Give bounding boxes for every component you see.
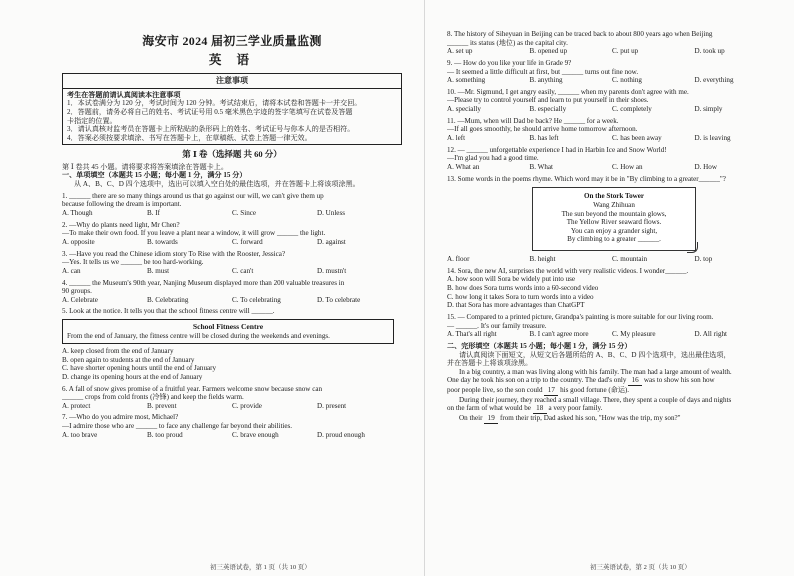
- option: A. how soon will Sora be widely put into use: [447, 275, 576, 284]
- question-14: [447, 267, 777, 310]
- question-stem: 2. —Why do plants need light, Mr Chen?: [62, 220, 180, 229]
- notice-item: 卡指定的位置。: [67, 116, 117, 125]
- page-divider: [424, 0, 425, 576]
- question-1: [62, 192, 402, 218]
- option: C. has been away: [612, 134, 662, 143]
- option: B. If: [147, 209, 161, 218]
- option: C. forward: [232, 237, 263, 246]
- question-stem: — ______. It's our family treasure.: [447, 321, 547, 330]
- part1-heading: 第 Ⅰ 卷（选择题 共 60 分）: [182, 149, 282, 160]
- option: D. All right: [694, 330, 728, 339]
- question-stem: 1. ______ there are so many things around us that go against our will, we can't give them up: [62, 191, 324, 200]
- option: A. Celebrate: [62, 295, 98, 304]
- notice-item: 3．请认真核对监考员在答题卡上所粘贴的条形码上的姓名、考试证号与你本人的是否相符。: [67, 125, 355, 134]
- exam-title: 海安市 2024 届初三学业质量监测: [142, 34, 322, 48]
- option: A. keep closed from the end of January: [62, 346, 174, 355]
- right-column: [447, 8, 777, 560]
- option: A. floor: [447, 255, 470, 264]
- option: C. put up: [612, 47, 639, 56]
- option: B. What: [529, 162, 554, 171]
- option: B. anything: [529, 76, 563, 85]
- blank-17: 17: [544, 386, 558, 396]
- question-11: [447, 117, 777, 143]
- question-7: [62, 413, 402, 439]
- poem-scroll: [532, 187, 696, 251]
- passage-text: One day he took his son on a trip to the country. The dad's only: [447, 376, 629, 385]
- question-stem: 13. Some words in the poems rhyme. Which word may it be in "By climbing to a greater______"?: [447, 174, 726, 183]
- passage-text: poor people live, so the son could: [447, 386, 545, 395]
- cloze-section: [447, 342, 777, 424]
- option: C. Since: [232, 209, 257, 218]
- question-15: [447, 313, 777, 339]
- footer-left: 初三英语试卷，第 1 页（共 10 页）: [210, 564, 311, 572]
- option: D. change its opening hours at the end of January: [62, 372, 203, 381]
- option: C. completely: [612, 105, 652, 114]
- options: [447, 105, 777, 114]
- option: B. too proud: [147, 430, 183, 439]
- option: D. To celebrate: [317, 295, 361, 304]
- question-4: [62, 279, 402, 305]
- notice-box: [62, 73, 402, 146]
- question-8: [447, 30, 777, 56]
- question-stem: 90 groups.: [62, 287, 92, 296]
- question-stem: 4. ______ the Museum's 90th year, Nanjing Museum displayed more than 200 valuable treasures in: [62, 278, 345, 287]
- poem-line: By climbing to a greater ______.: [567, 235, 661, 244]
- option: C. mountain: [612, 255, 648, 264]
- subject-title: 英 语: [208, 52, 256, 67]
- poem-line: The Yellow River seaward flows.: [566, 218, 662, 227]
- passage-text: from their trip, Dad asked his son, "How was the trip, my son?": [498, 413, 681, 422]
- question-stem: —If all goes smoothly, he should arrive home tomorrow afternoon.: [447, 125, 638, 134]
- fitness-notice-box: [62, 319, 394, 344]
- question-2: [62, 221, 402, 247]
- option: A. left: [447, 134, 466, 143]
- option: B. must: [147, 266, 170, 275]
- passage-text: his good fortune (命运).: [558, 386, 630, 395]
- options: [62, 402, 402, 411]
- option: A. opposite: [62, 237, 95, 246]
- option: A. protect: [62, 401, 91, 410]
- option: B. prevent: [147, 401, 177, 410]
- question-stem: 12. — ______ unforgettable experience I had in Harbin Ice and Snow World!: [447, 145, 667, 154]
- option: A. What an: [447, 162, 480, 171]
- question-stem: 3. —Have you read the Chinese idiom story To Rise with the Rooster, Jessica?: [62, 249, 286, 258]
- cloze-instruction: 请认真阅读下面短文，从短文后各题所给的 A、B、C、D 四个选项中，选出最佳选项，: [459, 350, 731, 359]
- question-stem: — It seemed a little difficult at first, but ______ turns out fine now.: [447, 67, 639, 76]
- poem-line: You can enjoy a grander sight,: [570, 226, 658, 235]
- cloze-passage-line: [447, 386, 777, 396]
- footer-right: 初三英语试卷，第 2 页（共 10 页）: [590, 564, 691, 572]
- notice-box-text: From the end of January, the fitness centre will be closed during the weekends and evenings.: [67, 332, 330, 341]
- option: A. something: [447, 76, 486, 85]
- section1-instruction: 从 A、B、C、D 四个选项中，选出可以填入空白处的最佳选项，并在答题卡上将该项涂黑。: [74, 180, 360, 189]
- option: A. too brave: [62, 430, 98, 439]
- passage-text: on the farm of what would be: [447, 404, 533, 413]
- options: [447, 255, 777, 264]
- option: D. proud enough: [317, 430, 365, 439]
- question-stem: 11. —Mum, when will Dad be back? He ______ for a week.: [447, 116, 619, 125]
- option: D. simply: [694, 105, 723, 114]
- option: D. is leaving: [694, 134, 731, 143]
- options: [447, 330, 777, 339]
- option: D. that Sora has more advantages than ChatGPT: [447, 301, 585, 310]
- part1-instruction: 第 Ⅰ 卷共 45 小题。请将要求将答案填涂在答题卡上。: [62, 162, 228, 171]
- blank-18: 18: [533, 404, 547, 414]
- question-stem: 7. —Who do you admire most, Michael?: [62, 413, 179, 422]
- passage-text: was to show his son how: [642, 376, 715, 385]
- question-3: [62, 250, 402, 276]
- option: D. took up: [694, 47, 725, 56]
- option: C. can't: [232, 266, 254, 275]
- section1-title: 一、单项填空（本题共 15 小题；每小题 1 分，满分 15 分）: [62, 171, 247, 180]
- question-stem: because following the dream is important.: [62, 200, 182, 209]
- option: C. To celebrating: [232, 295, 281, 304]
- poem-title: On the Stork Tower: [583, 192, 645, 201]
- option: A. Though: [62, 209, 93, 218]
- option: A. That's all right: [447, 330, 497, 339]
- options: [62, 431, 402, 440]
- options: [447, 134, 777, 143]
- blank-16: 16: [628, 376, 642, 386]
- question-stem: ______ crops from cold fronts (冷锋) and keep the fields warm.: [62, 393, 244, 402]
- cloze-instruction: 并在答题卡上将该项涂黑。: [447, 359, 533, 368]
- option: B. I can't agree more: [529, 330, 589, 339]
- question-stem: —Yes. It tells us we ______ be too hard-working.: [62, 258, 204, 267]
- option: B. Celebrating: [147, 295, 189, 304]
- cloze-passage-line: During their journey, they reached a small village. There, they spent a couple of days and nights: [459, 395, 732, 404]
- option: C. have shorter opening hours until the end of January: [62, 364, 217, 373]
- option: C. nothing: [612, 76, 642, 85]
- cloze-passage-line: [447, 404, 777, 414]
- option: B. height: [529, 255, 556, 264]
- option: D. everything: [694, 76, 734, 85]
- option: B. has left: [529, 134, 559, 143]
- option: D. against: [317, 237, 346, 246]
- question-stem: —I admire those who are ______ to face any challenge far beyond their abilities.: [62, 422, 293, 431]
- options: [62, 296, 402, 305]
- notice-heading: 注意事项: [63, 74, 401, 89]
- question-9: [447, 59, 777, 85]
- question-10: [447, 88, 777, 114]
- options: [447, 47, 777, 56]
- question-stem: 15. — Compared to a printed picture, Grandpa's painting is more suitable for our living room.: [447, 312, 714, 321]
- notice-intro: 考生在答题前请认真阅读本注意事项: [67, 90, 181, 99]
- question-stem: 14. Sora, the new AI, surprises the world with very realistic videos. I wonder______.: [447, 266, 689, 275]
- cloze-passage-line: [447, 376, 777, 386]
- option: A. set up: [447, 47, 473, 56]
- option: C. provide: [232, 401, 262, 410]
- cloze-title: 二、完形填空（本题共 15 小题；每小题 1 分，满分 15 分）: [447, 341, 632, 350]
- option: C. brave enough: [232, 430, 279, 439]
- cloze-passage-line: In a big country, a man was living along with his family. The man had a large amount of wealth.: [459, 367, 732, 376]
- question-12: [447, 146, 777, 172]
- question-stem: 9. — How do you like your life in Grade 9?: [447, 58, 572, 67]
- passage-text: a very poor family.: [546, 404, 603, 413]
- notice-item: 4．答案必须按要求填涂、书写在答题卡上，在草稿纸、试卷上答题一律无效。: [67, 133, 312, 142]
- option: C. how long it takes Sora to turn words into a video: [447, 292, 594, 301]
- option: B. especially: [529, 105, 567, 114]
- left-column: [62, 8, 402, 560]
- passage-text: On their: [459, 413, 485, 422]
- question-stem: ______ its status (地位) as the capital city.: [447, 38, 568, 47]
- poem-line: The sun beyond the mountain glows,: [561, 209, 667, 218]
- option: B. opened up: [529, 47, 568, 56]
- notice-item: 2．答题前，请务必将自己的姓名、考试证号用 0.5 毫米黑色字迹的签字笔填写在试卷及答题: [67, 107, 353, 116]
- options: [62, 238, 402, 247]
- option: B. how does Sora turns words into a 60-second video: [447, 284, 599, 293]
- question-6: [62, 385, 402, 411]
- option: D. present: [317, 401, 347, 410]
- question-13: [447, 175, 777, 264]
- question-stem: 10. —Mr. Sigmund, I get angry easily, ______ when my parents don't agree with me.: [447, 87, 689, 96]
- options: [62, 267, 402, 276]
- question-stem: 5. Look at the notice. It tells you that the school fitness centre will ______.: [62, 307, 275, 316]
- options: [62, 209, 402, 218]
- option: D. Unless: [317, 209, 345, 218]
- option: C. My pleasure: [612, 330, 656, 339]
- option: D. How: [694, 162, 717, 171]
- question-stem: —I'm glad you had a good time.: [447, 154, 539, 163]
- option: A. can: [62, 266, 81, 275]
- options: [447, 76, 777, 85]
- options: [447, 163, 777, 172]
- option: C. How an: [612, 162, 643, 171]
- option: D. top: [694, 255, 713, 264]
- option: B. towards: [147, 237, 178, 246]
- question-stem: 6. A fall of snow gives promise of a fruitful year. Farmers welcome snow because snow can: [62, 384, 323, 393]
- cloze-passage-line: [447, 414, 777, 424]
- option: D. mustn't: [317, 266, 347, 275]
- question-stem: —Please try to control yourself and learn to put yourself in their shoes.: [447, 96, 649, 105]
- question-stem: 8. The history of Siheyuan in Beijing can be traced back to about 800 years ago when Beijing: [447, 30, 713, 38]
- question-5: [62, 307, 402, 381]
- blank-19: 19: [484, 414, 498, 424]
- poem-author: Wang Zhihuan: [593, 200, 635, 209]
- option: B. open again to students at the end of January: [62, 355, 195, 364]
- notice-item: 1．本试卷满分为 120 分，考试时间为 120 分钟。考试结束后，请将本试卷和答题卡一并交回。: [67, 99, 362, 108]
- question-stem: —To make their own food. If you leave a plant near a window, it will grow ______ the light.: [62, 229, 326, 238]
- notice-box-title: School Fitness Centre: [192, 322, 264, 332]
- option: A. specially: [447, 105, 481, 114]
